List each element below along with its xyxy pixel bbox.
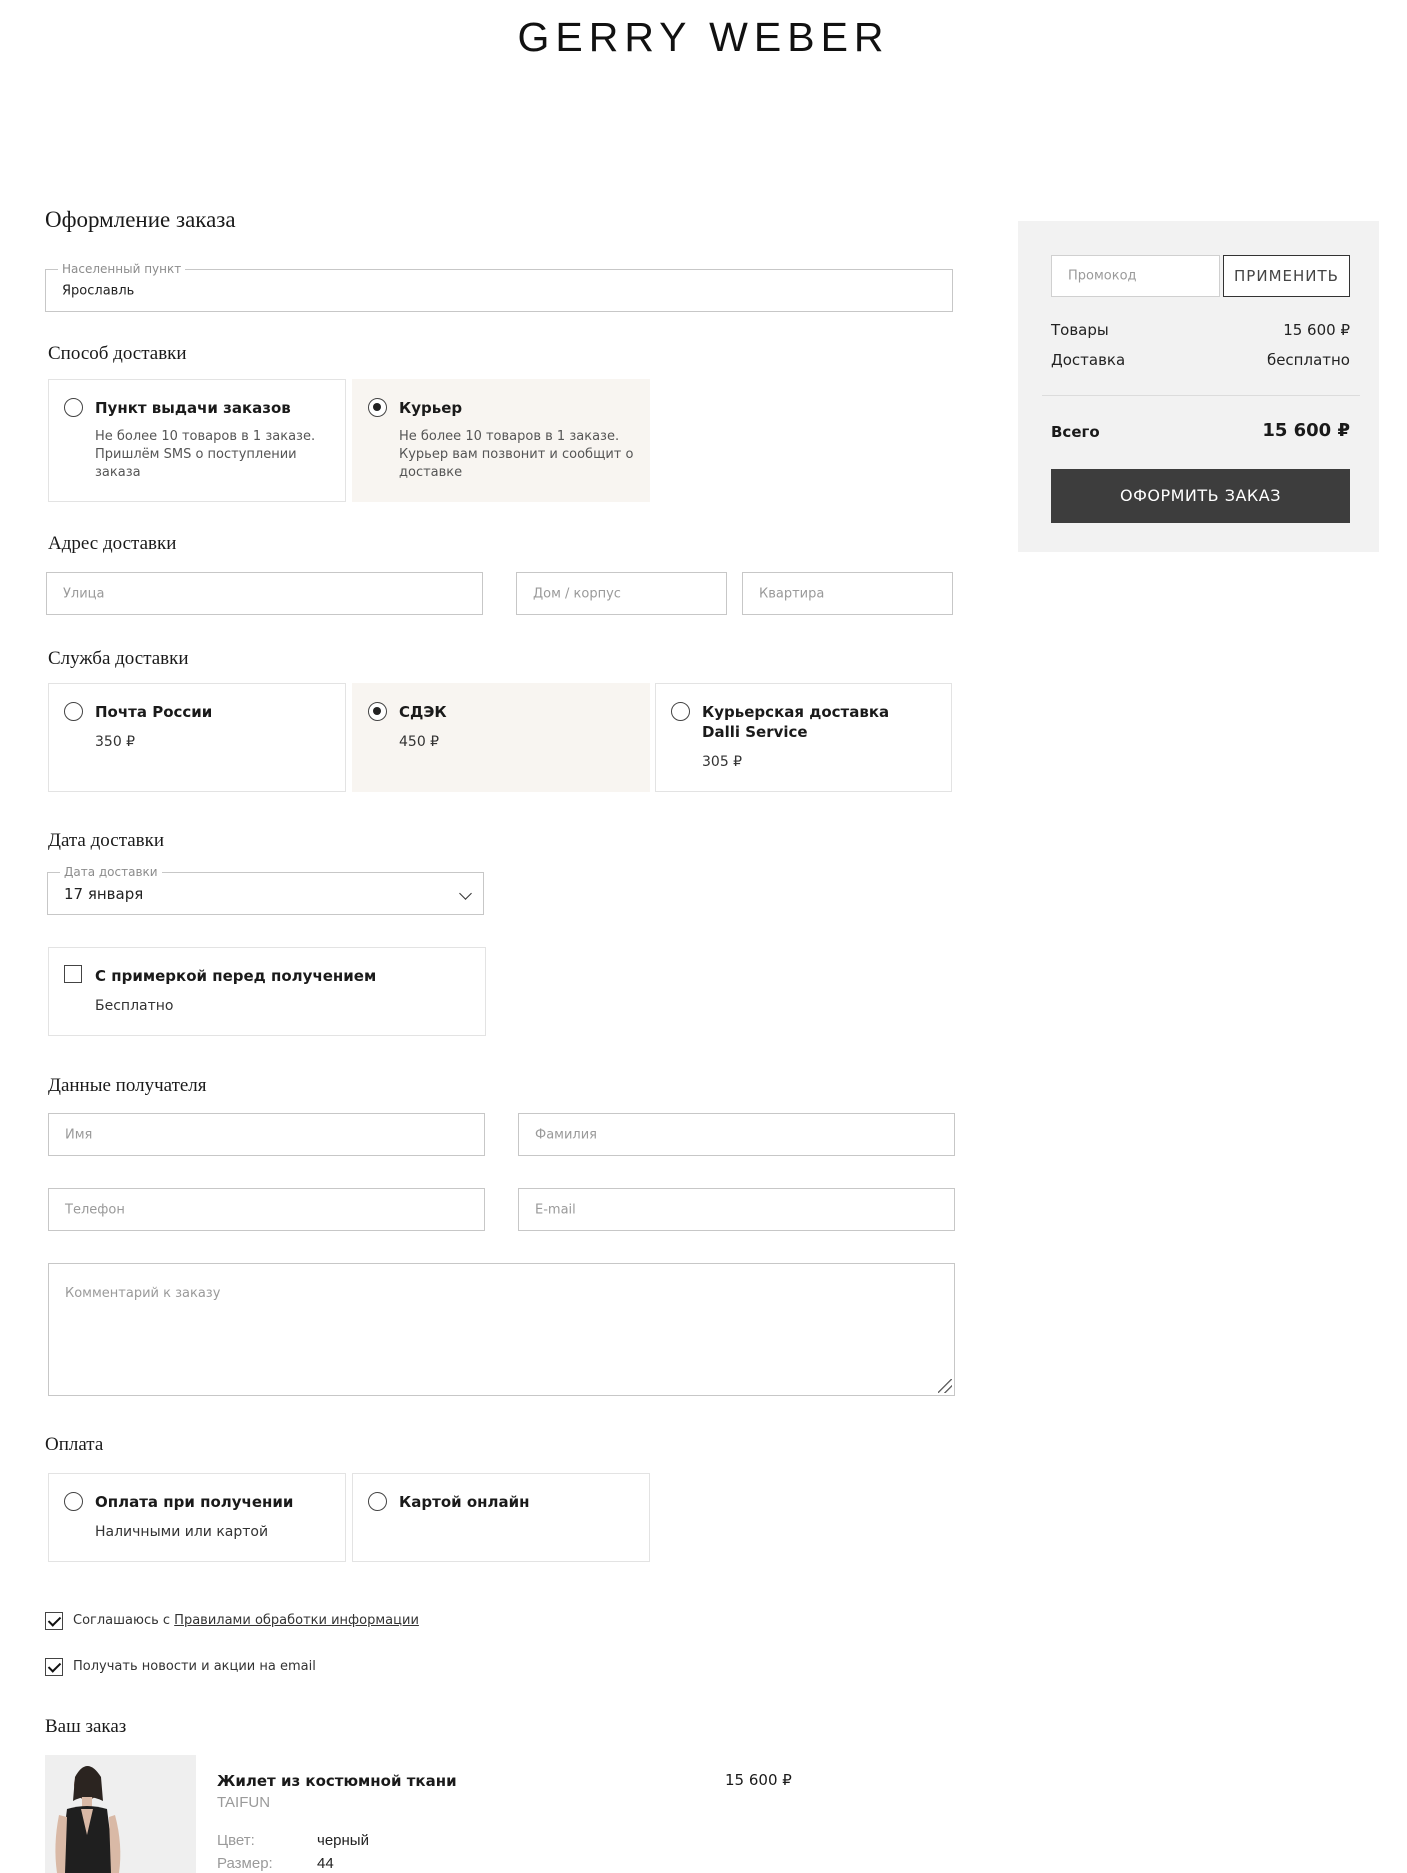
apartment-input[interactable] [742,572,953,615]
house-input[interactable] [516,572,727,615]
radio-icon[interactable] [671,702,690,721]
name-placeholder: Имя [65,1127,93,1142]
surname-input[interactable] [518,1113,955,1156]
promo-code-input[interactable] [1051,255,1220,297]
recipient-title: Данные получателя [48,1075,207,1096]
service-title-line2: Dalli Service [702,723,808,741]
radio-icon[interactable] [368,1492,387,1511]
product-brand: TAIFUN [217,1794,271,1811]
service-option-cdek[interactable] [352,683,650,792]
apply-promo-button[interactable]: ПРИМЕНИТЬ [1223,255,1350,297]
payment-title: Оплата [45,1434,104,1455]
payment-title: Картой онлайн [399,1493,530,1511]
phone-placeholder: Телефон [65,1202,125,1217]
total-label: Всего [1051,423,1100,441]
comment-textarea[interactable] [48,1263,955,1396]
service-price: 305 ₽ [702,754,743,770]
product-color-value: черный [317,1832,369,1849]
page-title: Оформление заказа [45,207,236,232]
option-desc-line: Курьер вам позвонит и сообщит о [399,447,634,462]
email-input[interactable] [518,1188,955,1231]
service-option-pochta[interactable] [48,683,346,792]
brand-logo[interactable]: GERRY WEBER [517,14,890,60]
comment-placeholder: Комментарий к заказу [65,1286,221,1301]
promo-placeholder: Промокод [1068,268,1137,284]
radio-icon[interactable] [64,398,83,417]
option-desc-line: Не более 10 товаров в 1 заказе. [95,429,316,444]
product-price: 15 600 ₽ [725,1771,792,1789]
product-size-value: 44 [317,1855,334,1872]
consent-rules-checkbox[interactable] [45,1612,63,1630]
option-title: Курьер [399,399,463,417]
fitting-title: С примеркой перед получением [95,967,377,985]
radio-selected-icon[interactable] [368,398,387,417]
privacy-rules-link[interactable]: Правилами обработки информации [174,1613,419,1628]
phone-input[interactable] [48,1188,485,1231]
summary-divider [1042,395,1360,396]
consent-rules-text: Соглашаюсь с [73,1613,175,1628]
email-placeholder: E-mail [535,1202,576,1217]
address-title: Адрес доставки [48,533,177,554]
chevron-down-icon[interactable] [459,887,472,900]
fitting-price: Бесплатно [95,998,174,1014]
option-title: Пункт выдачи заказов [95,399,291,417]
date-value: 17 января [64,884,144,903]
radio-selected-icon[interactable] [368,702,387,721]
delivery-date-title: Дата доставки [48,830,165,851]
total-row [1051,420,1350,441]
fitting-option[interactable] [48,947,486,1036]
option-desc-line: доставке [399,465,463,480]
delivery-row [1051,351,1350,369]
name-input[interactable] [48,1113,485,1156]
city-field[interactable] [45,262,953,312]
goods-label: Товары [1051,321,1109,339]
delivery-service-title: Служба доставки [48,648,189,669]
delivery-option-pickup[interactable] [48,379,346,502]
service-price: 450 ₽ [399,734,440,750]
product-name[interactable]: Жилет из костюмной ткани [217,1772,457,1790]
goods-value: 15 600 ₽ [1283,321,1350,339]
place-order-button[interactable]: ОФОРМИТЬ ЗАКАЗ [1051,469,1350,523]
payment-option-on-delivery[interactable] [48,1473,346,1562]
total-value: 15 600 ₽ [1262,420,1350,441]
service-title: СДЭК [399,703,447,721]
payment-desc: Наличными или картой [95,1524,269,1540]
delivery-method-title: Способ доставки [48,343,187,364]
option-desc-line: Не более 10 товаров в 1 заказе. [399,429,620,444]
goods-row [1051,321,1350,339]
newsletter-checkbox[interactable] [45,1658,63,1676]
service-title: Курьерская доставка [702,703,890,721]
your-order-title: Ваш заказ [45,1716,127,1737]
payment-title: Оплата при получении [95,1493,294,1511]
radio-icon[interactable] [64,702,83,721]
date-legend: Дата доставки [60,864,162,880]
option-desc-line: Пришлём SMS о поступлении [95,447,297,462]
house-placeholder: Дом / корпус [533,586,621,601]
radio-icon[interactable] [64,1492,83,1511]
surname-placeholder: Фамилия [535,1127,597,1142]
order-summary [1018,221,1379,552]
city-legend: Населенный пункт [58,261,185,277]
delivery-value: бесплатно [1266,351,1350,369]
service-title: Почта России [95,703,213,721]
service-option-dalli[interactable] [655,683,952,792]
delivery-label: Доставка [1051,351,1126,369]
city-value: Ярославль [62,283,135,298]
service-price: 350 ₽ [95,734,136,750]
street-input[interactable] [46,572,483,615]
apartment-placeholder: Квартира [759,586,825,601]
product-size-label: Размер: [217,1855,273,1872]
street-placeholder: Улица [63,586,105,601]
product-color-label: Цвет: [217,1832,255,1849]
option-desc-line: заказа [95,465,141,480]
checkbox-icon[interactable] [64,965,82,983]
resize-handle-icon[interactable] [938,1379,952,1393]
delivery-date-select[interactable] [47,865,484,915]
payment-option-online[interactable] [352,1473,650,1562]
newsletter-label: Получать новости и акции на email [73,1659,316,1674]
product-image[interactable] [45,1755,196,1873]
consent-rules-label [73,1613,419,1628]
delivery-option-courier[interactable] [352,379,650,502]
